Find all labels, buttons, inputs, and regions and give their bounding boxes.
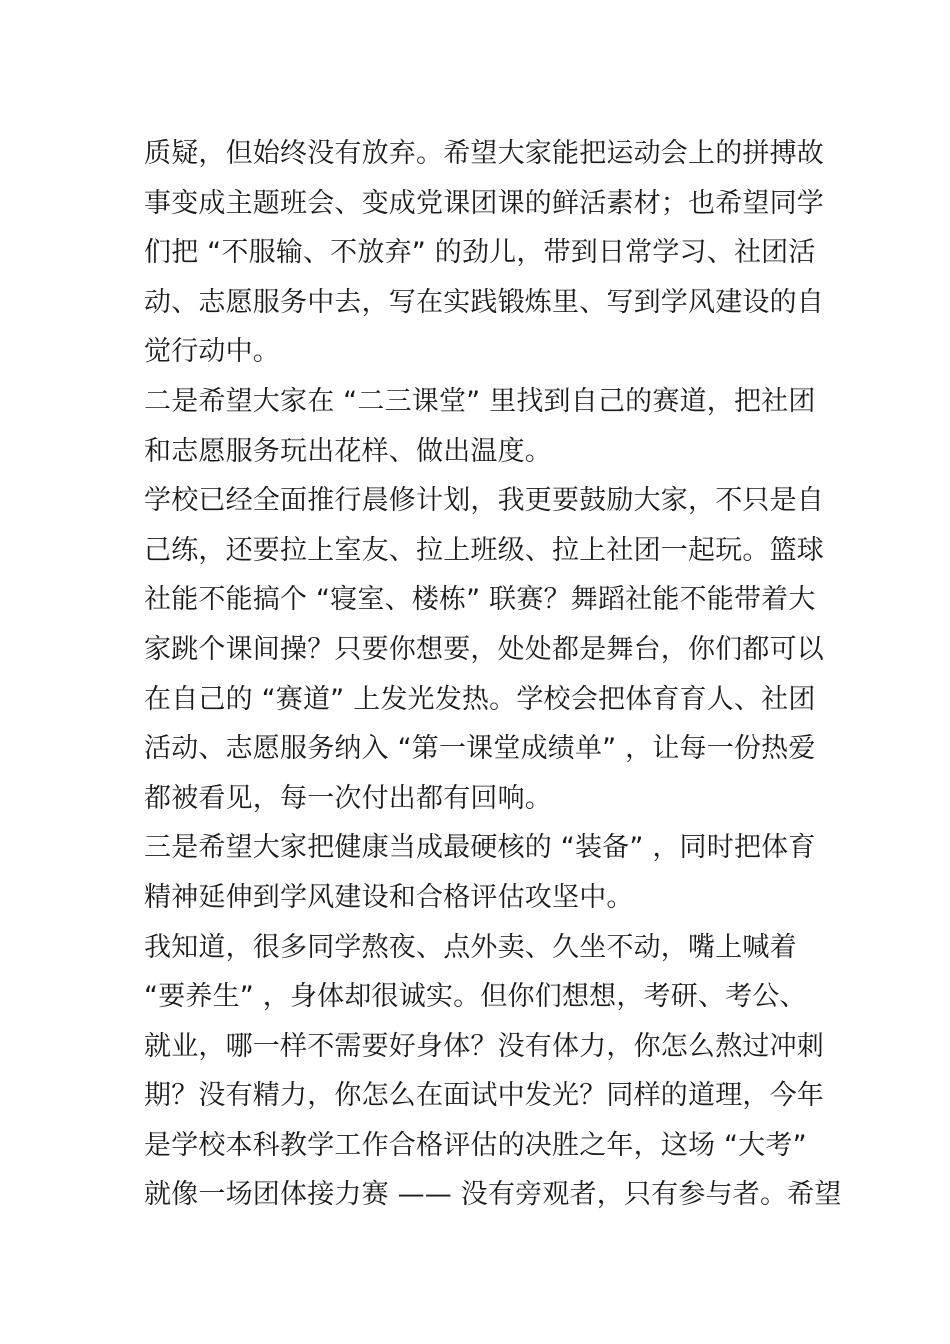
text-line: 在自己的 “赛道” 上发光发热。学校会把体育育人、社团	[144, 683, 816, 715]
text-line: 和志愿服务玩出花样、做出温度。	[144, 435, 552, 467]
body-text	[144, 129, 842, 1220]
text-line: 学校已经全面推行晨修计划，我更要鼓励大家，不只是自	[144, 485, 824, 517]
text-line: “要养生” ，身体却很诚实。但你们想想，考研、考公、	[144, 981, 807, 1013]
text-line: 事变成主题班会、变成党课团课的鲜活素材；也希望同学	[144, 187, 824, 219]
text-line: 动、志愿服务中去，写在实践锻炼里、写到学风建设的自	[144, 286, 824, 318]
text-line: 就业，哪一样不需要好身体？没有体力，你怎么熬过冲刺	[144, 1030, 824, 1062]
text-line: 们把 “不服输、不放弃” 的劲儿，带到日常学习、社团活	[144, 237, 816, 269]
text-line: 活动、志愿服务纳入 “第一课堂成绩单” ，让每一份热爱	[144, 733, 816, 765]
text-line: 都被看见，每一次付出都有回响。	[144, 782, 552, 814]
text-line: 就像一场团体接力赛 —— 没有旁观者，只有参与者。希望	[144, 1179, 842, 1211]
text-line: 三是希望大家把健康当成最硬核的 “装备” ，同时把体育	[144, 832, 816, 864]
text-line: 我知道，很多同学熬夜、点外卖、久坐不动，嘴上喊着	[144, 931, 797, 963]
text-line: 家跳个课间操？只要你想要，处处都是舞台，你们都可以	[144, 633, 824, 665]
text-line: 觉行动中。	[144, 336, 280, 368]
text-line: 是学校本科教学工作合格评估的决胜之年，这场 “大考”	[144, 1129, 807, 1161]
text-line: 己练，还要拉上室友、拉上班级、拉上社团一起玩。篮球	[144, 534, 824, 566]
text-line: 期？没有精力，你怎么在面试中发光？同样的道理，今年	[144, 1080, 824, 1112]
text-line: 社能不能搞个 “寝室、楼栋” 联赛？舞蹈社能不能带着大	[144, 584, 816, 616]
text-line: 二是希望大家在 “二三课堂” 里找到自己的赛道，把社团	[144, 385, 816, 417]
text-line: 质疑，但始终没有放弃。希望大家能把运动会上的拼搏故	[144, 138, 824, 169]
text-line: 精神延伸到学风建设和合格评估攻坚中。	[144, 881, 634, 913]
